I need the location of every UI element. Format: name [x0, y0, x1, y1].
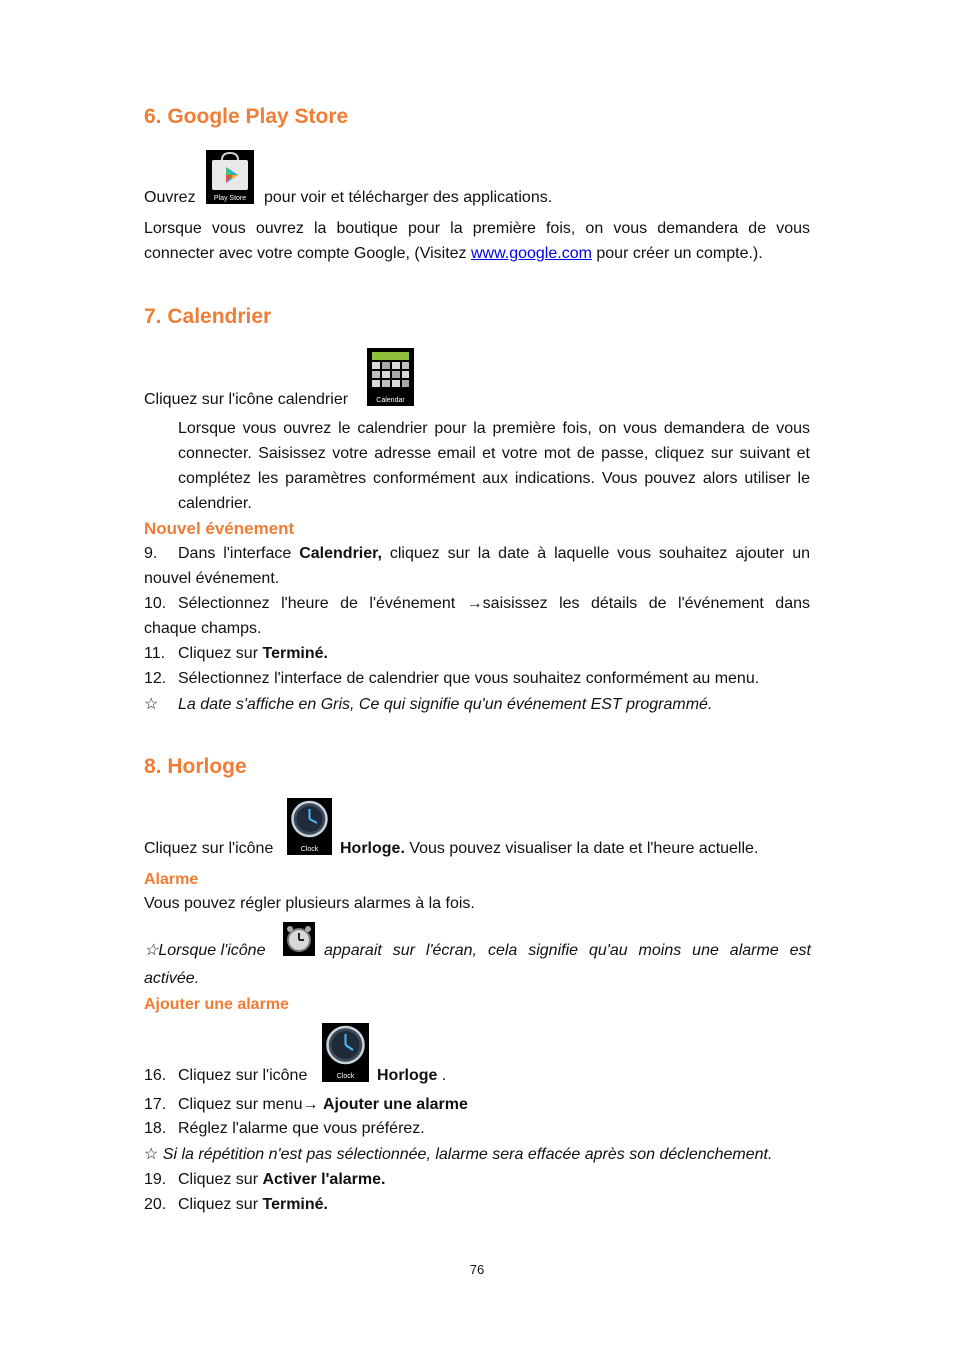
step-11-b: Terminé. [262, 645, 328, 662]
step-10-text: Sélectionnez l'heure de l'événement →saisissez les détails de l'événement dans [178, 595, 810, 612]
step-18 [144, 1119, 425, 1139]
step-9-text [178, 544, 810, 564]
section-title-play-store: 6. Google Play Store [144, 105, 349, 128]
calendar-app-icon [367, 348, 414, 406]
step-number: 17. [144, 1096, 167, 1113]
step-number: 18. [144, 1120, 167, 1137]
step-16-c: . [437, 1067, 447, 1084]
clock-app-icon [287, 798, 332, 855]
step-number: 11. [144, 645, 166, 662]
step-16-before [144, 1066, 307, 1086]
play-store-para-line1: Lorsque vous ouvrez la boutique pour la première fois, on vous demandera de vous [144, 220, 810, 237]
step-11-a: Cliquez sur [178, 645, 263, 662]
alarm-repeat-note [144, 1145, 772, 1165]
alarm-clock-icon [283, 922, 315, 956]
alarm-active-icon [283, 922, 315, 956]
calendar-click-text: Cliquez sur l'icône calendrier [144, 391, 349, 408]
open-play-store-before: Ouvrez [144, 189, 196, 206]
step-9-cont: nouvel événement. [144, 570, 280, 587]
new-event-title: Nouvel événement [144, 519, 295, 538]
step-19-b: Activer l'alarme. [262, 1171, 386, 1188]
step-17-b: Ajouter une alarme [322, 1096, 468, 1113]
play-store-para-line2-before: connecter avec votre compte Google, (Visitez [144, 245, 471, 262]
step-9-b: Calendrier, [299, 545, 382, 562]
step-9-c: cliquez sur la date à laquelle vous souhaitez ajouter un [381, 545, 811, 562]
star-icon: ☆ [144, 1146, 159, 1163]
step-12-text: Sélectionnez l'interface de calendrier que vous souhaitez conformément au menu. [178, 670, 760, 687]
star-icon: ☆ [144, 696, 159, 713]
alarm-note-cont: activée. [144, 970, 200, 987]
play-store-para-line2 [144, 244, 763, 264]
step-16-after [377, 1066, 446, 1086]
clock-click-rest: Vous pouvez visualiser la date et l'heure actuelle. [404, 840, 759, 857]
clock-icon-label-2: Clock [336, 1073, 355, 1080]
clock-click-before: Cliquez sur l'icône [144, 840, 274, 857]
alarm-note-after: apparait sur l'écran, cela signifie qu'au moins une alarme est [324, 942, 811, 959]
step-number: 10. [144, 595, 167, 612]
step-17-a: Cliquez sur menu→ [178, 1096, 323, 1113]
play-store-app-icon [206, 150, 254, 204]
step-20-a: Cliquez sur [178, 1196, 263, 1213]
step-number: 12. [144, 670, 167, 687]
alarm-text: Vous pouvez régler plusieurs alarmes à la fois. [144, 895, 475, 912]
step-number: 19. [144, 1171, 167, 1188]
step-18-text: Réglez l'alarme que vous préférez. [178, 1120, 425, 1137]
calendar-note-text: La date s'affiche en Gris, Ce qui signifie qu'un événement EST programmé. [178, 696, 713, 713]
play-store-icon-label: Play Store [213, 195, 247, 202]
clock-bold: Horloge. [340, 840, 405, 857]
google-link[interactable]: www.google.com [470, 245, 592, 262]
step-16-b: Horloge [377, 1067, 438, 1084]
step-12 [144, 669, 759, 689]
step-17 [144, 1095, 468, 1115]
calendar-icon-label: Calendar [376, 397, 405, 404]
step-number: 16. [144, 1067, 167, 1084]
step-number: 9. [144, 545, 158, 562]
play-store-para-line2-after: pour créer un compte.). [591, 245, 763, 262]
calendar-note [144, 695, 712, 715]
step-11 [144, 644, 328, 664]
step-9-a: Dans l'interface [178, 545, 300, 562]
step-19-a: Cliquez sur [178, 1171, 263, 1188]
step-10-cont: chaque champs. [144, 620, 262, 637]
add-alarm-title: Ajouter une alarme [144, 996, 289, 1013]
step-number: 20. [144, 1196, 167, 1213]
alarm-repeat-note-text: Si la répétition n'est pas sélectionnée, lalarme sera effacée après son déclenchement. [158, 1146, 773, 1163]
step-16-a: Cliquez sur l'icône [178, 1067, 308, 1084]
clock-click-after [340, 839, 758, 859]
open-play-store-after: pour voir et télécharger des applications. [264, 189, 553, 206]
step-10 [144, 594, 810, 614]
section-title-calendar: 7. Calendrier [144, 305, 272, 328]
clock-icon-label: Clock [300, 846, 319, 853]
step-20-b: Terminé. [262, 1196, 328, 1213]
page-number: 76 [469, 1262, 485, 1277]
step-20 [144, 1195, 328, 1215]
alarm-title: Alarme [144, 871, 199, 888]
step-19 [144, 1170, 385, 1190]
clock-app-icon-2 [322, 1023, 369, 1082]
step-9 [144, 544, 810, 564]
alarm-note-before: ☆Lorsque l'icône [144, 942, 266, 959]
section-title-clock: 8. Horloge [144, 755, 247, 778]
calendar-intro-paragraph: Lorsque vous ouvrez le calendrier pour la première fois, on vous demandera de vous connecter. Saisissez votre adresse email et votre mot de passe, cliquez sur suivant et complétez les paramètres conformément aux indications. Vous pouvez alors utiliser le calendrier. [178, 420, 810, 512]
